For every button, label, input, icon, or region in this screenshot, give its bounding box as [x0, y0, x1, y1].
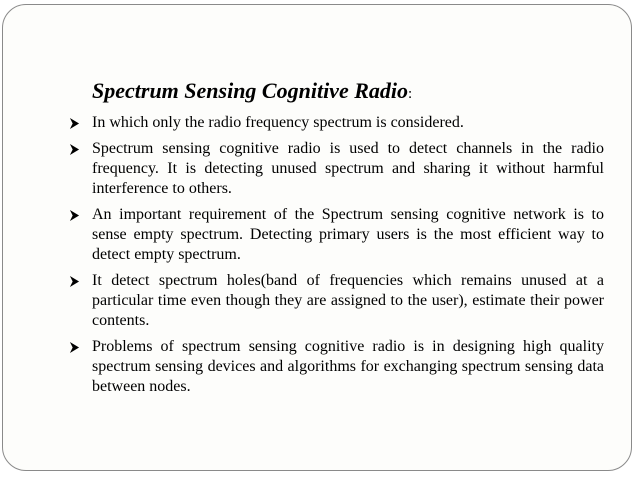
arrowhead-bullet-icon	[69, 276, 80, 287]
bullet-text: Spectrum sensing cognitive radio is used to detect channels in the radio frequency. It is detecting unused spectrum and sharing it without harmful interference to others.	[92, 140, 604, 197]
bullet-text: It detect spectrum holes(band of frequencies which remains unused at a particular time even though they are assigned to the user), estimate their power contents.	[92, 272, 604, 329]
slide-title-colon: :	[408, 86, 413, 102]
list-item	[67, 271, 604, 331]
bullet-list	[67, 113, 604, 403]
list-item	[67, 113, 604, 133]
list-item	[67, 205, 604, 265]
arrowhead-bullet-icon	[69, 118, 80, 129]
arrowhead-bullet-icon	[69, 144, 80, 155]
arrowhead-bullet-icon	[69, 210, 80, 221]
list-item	[67, 139, 604, 199]
bullet-text: An important requirement of the Spectrum sensing cognitive network is to sense empty spectrum. Detecting primary users is the most efficient way to detect empty spectrum.	[92, 206, 604, 263]
slide-title-text: Spectrum Sensing Cognitive Radio	[92, 78, 408, 103]
slide-title	[92, 78, 412, 104]
slide-frame	[2, 4, 632, 471]
list-item	[67, 337, 604, 397]
bullet-text: In which only the radio frequency spectrum is considered.	[92, 114, 464, 131]
arrowhead-bullet-icon	[69, 342, 80, 353]
bullet-text: Problems of spectrum sensing cognitive radio is in designing high quality spectrum sensing devices and algorithms for exchanging spectrum sensing data between nodes.	[92, 338, 604, 395]
